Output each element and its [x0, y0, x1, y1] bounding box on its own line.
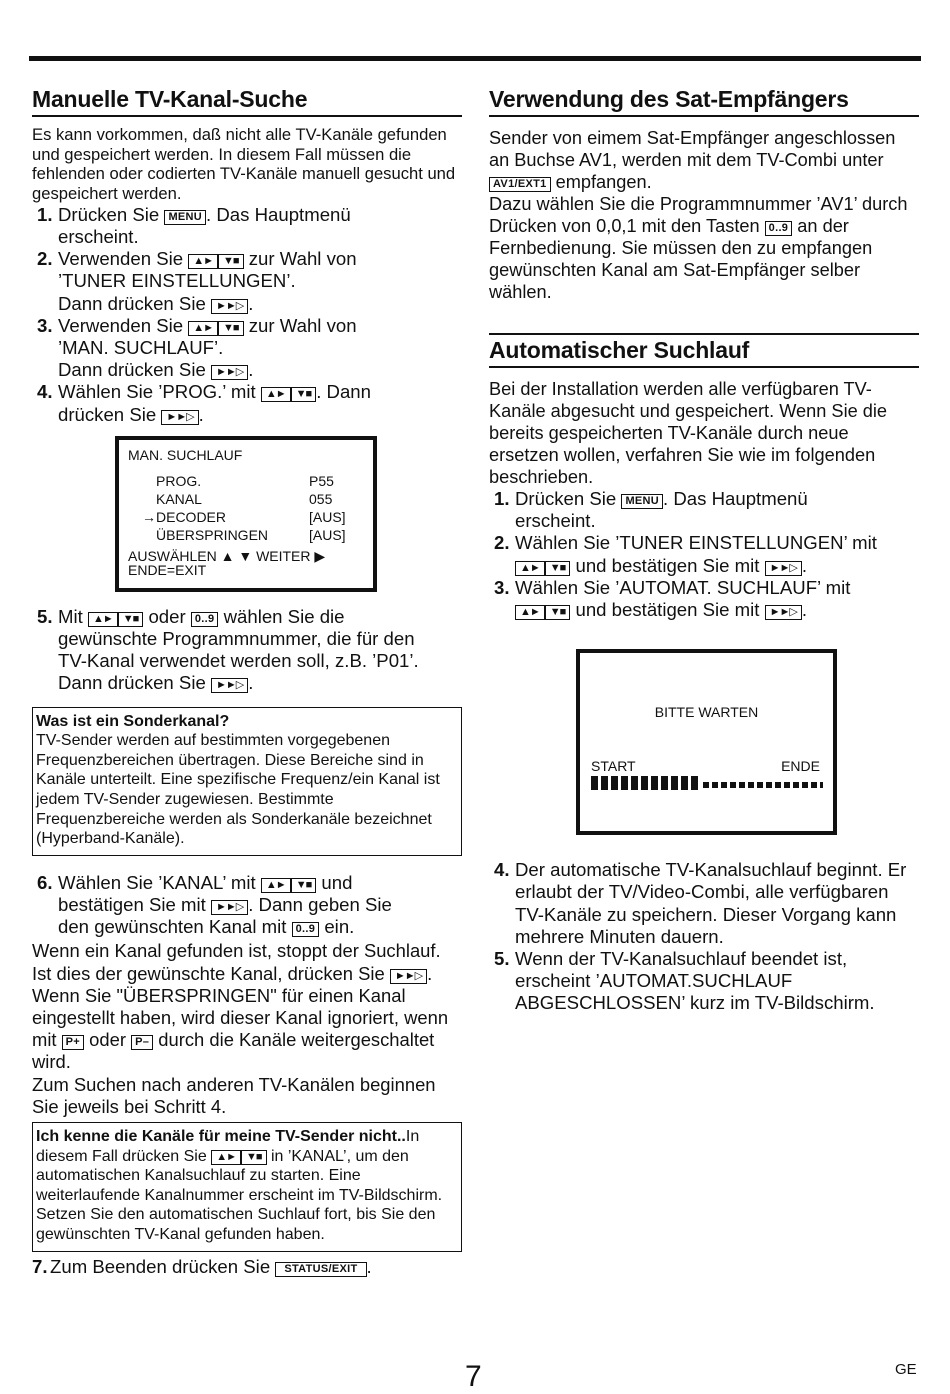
note-special-channel — [32, 707, 462, 856]
right-column — [489, 86, 919, 1015]
language-code: GE — [895, 1361, 917, 1378]
manual-intro: Es kann vorkommen, daß nicht alle TV-Kanäle gefunden und gespeichert werden. In diesem Fall müssen die fehlenden oder codierten TV-Kanäle manuell gesucht und gespeichert werden. — [32, 125, 456, 204]
pointer-arrow-icon: → — [142, 508, 156, 525]
start-label: START — [591, 758, 636, 775]
down-key-icon: ▼■ — [241, 1150, 267, 1165]
progress-fill — [591, 776, 700, 790]
step-4: 4. Wählen Sie ’PROG.’ mit ▲► ▼■ . Dann drücken Sie ►►▷ . — [37, 381, 371, 425]
up-key-icon: ▲► — [515, 561, 545, 576]
down-key-icon: ▼■ — [291, 878, 317, 893]
section-heading-auto: Automatischer Suchlauf — [489, 333, 919, 368]
note-body: TV-Sender werden auf bestimmten vorgegebenen Frequenzbereichen übertragen. Diese Bereiche sind in Kanäle unterteilt. Eine spezifische Frequenz/ein Kanal ist jedem TV-Sender zugewiesen. Bestimmte Frequenzbereiche werden als Sonderkanäle bezeichnet (Hyperband-Kanäle). — [36, 732, 440, 848]
osd-title: MAN. SUCHLAUF — [128, 446, 243, 463]
end-label: ENDE — [781, 758, 820, 775]
section-heading-sat: Verwendung des Sat-Empfängers — [489, 86, 919, 117]
up-key-icon: ▲► — [211, 1150, 241, 1165]
step-7: 7. Zum Beenden drücken Sie STATUS/EXIT . — [32, 1255, 372, 1277]
page-number: 7 — [465, 1360, 482, 1393]
note-title: Ich kenne die Kanäle für meine TV-Sender nicht.. — [36, 1128, 406, 1146]
down-key-icon: ▼■ — [545, 561, 571, 576]
digit-key-icon: 0..9 — [765, 221, 793, 236]
top-rule — [29, 56, 921, 61]
status-exit-key-icon: STATUS/EXIT — [275, 1262, 366, 1277]
play-key-icon: ►►▷ — [390, 969, 427, 984]
auto-step-5: 5. Wenn der TV-Kanalsuchlauf beendet ist, erscheint ’AUTOMAT.SUCHLAUF ABGESCHLOSSEN’ kurz im TV-Bildschirm. — [494, 948, 875, 1014]
step-3: 3. Verwenden Sie ▲► ▼■ zur Wahl von ’MAN. SUCHLAUF’. Dann drücken Sie ►►▷ . — [37, 314, 357, 381]
menu-key-icon: MENU — [164, 210, 206, 225]
up-key-icon: ▲► — [515, 605, 545, 620]
play-key-icon: ►►▷ — [211, 678, 248, 693]
down-key-icon: ▼■ — [118, 612, 144, 627]
up-key-icon: ▲► — [88, 612, 118, 627]
step-6: 6. Wählen Sie ’KANAL’ mit ▲► ▼■ und bestätigen Sie mit ►►▷ . Dann geben Sie den gewünschten Kanal mit 0..9 ein. — [37, 871, 392, 938]
auto-step-1: 1. Drücken Sie MENU . Das Hauptmenü erscheint. — [494, 488, 808, 532]
section-heading-manual-search: Manuelle TV-Kanal-Suche — [32, 86, 462, 117]
menu-key-icon: MENU — [621, 494, 663, 509]
sat-paragraph: Sender von eimem Sat-Empfänger angeschlossen an Buchse AV1, werden mit dem TV-Combi unter AV1/EXT1 empfangen. Dazu wählen Sie die Programmnummer ’AV1’ durch Drücken von 0,0,1 mit den Tasten 0..9 an der Fernbedienung. Sie müssen den zu empfangen gewünschten Kanal am Sat-Empfänger selber wählen. — [489, 128, 908, 302]
note-title: Was ist ein Sonderkanal? — [36, 712, 230, 730]
digit-key-icon: 0..9 — [292, 922, 320, 937]
play-key-icon: ►►▷ — [765, 605, 802, 620]
step-5: 5. Mit ▲► ▼■ oder 0..9 wählen Sie die gewünschte Programmnummer, die für den TV-Kanal verwendet werden soll, z.B. ’P01’. Dann drücken Sie ►►▷ . — [37, 605, 419, 694]
progress-remaining — [703, 782, 823, 788]
osd-labels: PROG. KANAL → DECODER ÜBERSPRINGEN — [142, 472, 269, 543]
up-key-icon: ▲► — [188, 321, 218, 336]
step-1: 1. Drücken Sie MENU . Das Hauptmenü erscheint. — [37, 203, 351, 248]
channel-found-paragraph: Wenn ein Kanal gefunden ist, stoppt der Suchlauf. Ist dies der gewünschte Kanal, drücken Sie ►►▷ . Wenn Sie "ÜBERSPRINGEN" für einen Kanal eingestellt haben, wird dieser Kanal ignoriert, wenn mit P+ oder P– durch die Kanäle weitergeschaltet wird. Zum Suchen nach anderen TV-Kanälen beginnen Sie jeweils bei Schritt 4. — [32, 940, 449, 1117]
up-key-icon: ▲► — [261, 878, 291, 893]
up-key-icon: ▲► — [261, 387, 291, 402]
auto-step-4: 4. Der automatische TV-Kanalsuchlauf beginnt. Er erlaubt der TV/Video-Combi, alle verfügbaren TV-Kanäle zu speichern. Dieser Vorgang kann mehrere Minuten dauern. — [494, 859, 907, 947]
play-key-icon: ►►▷ — [211, 299, 248, 314]
note-unknown-channels: Ich kenne die Kanäle für meine TV-Sender nicht..In diesem Fall drücken Sie ▲► ▼■ in ’KANAL’, um den automatischen Kanalsuchlauf zu starten. Eine weiterlaufende Kanalnummer erscheint im TV-Bildschirm. Setzen Sie den automatischen Suchlauf fort, bis Sie den gewünschten TV-Kanal gefunden haben. — [32, 1122, 462, 1252]
digit-key-icon: 0..9 — [191, 612, 219, 627]
up-key-icon: ▲► — [188, 254, 218, 269]
play-key-icon: ►►▷ — [765, 561, 802, 576]
play-key-icon: ►►▷ — [211, 900, 248, 915]
auto-step-2: 2. Wählen Sie ’TUNER EINSTELLUNGEN’ mit ▲► ▼■ und bestätigen Sie mit ►►▷ . — [494, 532, 877, 576]
program-down-key-icon: P– — [131, 1035, 153, 1050]
left-column — [32, 86, 462, 1278]
av1-key-icon: AV1/EXT1 — [489, 177, 551, 192]
progress-bar — [591, 776, 823, 790]
play-key-icon: ►►▷ — [161, 410, 198, 425]
osd-footer: AUSWÄHLEN ▲ ▼ WEITER ▶ ENDE=EXIT — [128, 547, 326, 578]
down-key-icon: ▼■ — [545, 605, 571, 620]
step-2: 2. Verwenden Sie ▲► ▼■ zur Wahl von ’TUNER EINSTELLUNGEN’. Dann drücken Sie ►►▷ . — [37, 248, 357, 314]
down-key-icon: ▼■ — [291, 387, 317, 402]
down-key-icon: ▼■ — [218, 254, 244, 269]
auto-step-3: 3. Wählen Sie ’AUTOMAT. SUCHLAUF’ mit ▲► ▼■ und bestätigen Sie mit ►►▷ . — [494, 576, 851, 621]
osd-values: P55 055 [AUS] [AUS] — [309, 472, 346, 543]
program-up-key-icon: P+ — [62, 1035, 84, 1050]
wait-text: BITTE WARTEN — [654, 704, 759, 721]
play-key-icon: ►►▷ — [211, 365, 248, 380]
down-key-icon: ▼■ — [218, 321, 244, 336]
osd-manual-search — [115, 436, 377, 592]
osd-auto-search — [576, 649, 837, 835]
auto-intro: Bei der Installation werden alle verfügbaren TV-Kanäle abgesucht und gespeichert. Wenn Sie die bereits gespeicherten TV-Kanäle durch neue ersetzen wollen, verfahren Sie wie im folgenden beschrieben. — [489, 379, 888, 487]
